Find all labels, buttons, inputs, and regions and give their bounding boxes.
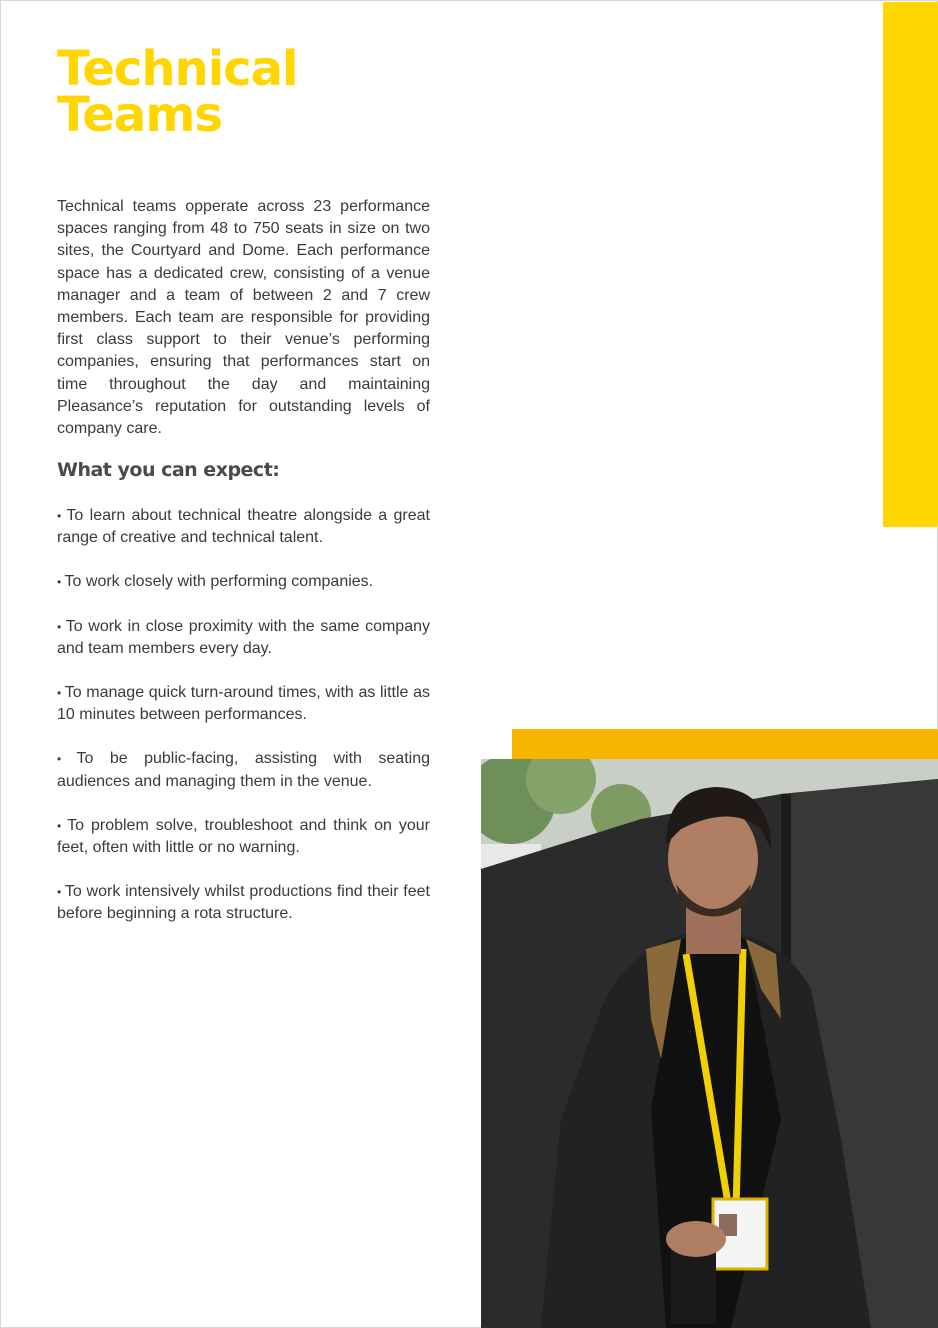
title-line-1: Technical bbox=[57, 41, 298, 97]
section-heading: What you can expect: bbox=[57, 459, 280, 481]
title-line-2: Teams bbox=[57, 87, 222, 143]
list-item: • To work intensively whilst productions find their feet before beginning a rota structure. bbox=[57, 881, 430, 925]
intro-paragraph: Technical teams opperate across 23 performance spaces ranging from 48 to 750 seats in size on two sites, the Courtyard and Dome. Each performance space has a dedicated crew, consisting of a venue manager and a team of between 2 and 7 crew members. Each team are responsible for providing first class support to their venue’s performing companies, ensuring that performances start on time throughout the day and maintaining Pleasance’s reputation for outstanding levels of company care. bbox=[57, 198, 430, 438]
list-item: • To problem solve, troubleshoot and think on your feet, often with little or no warning. bbox=[57, 815, 430, 859]
orange-accent-bar bbox=[512, 729, 938, 759]
list-item: • To manage quick turn-around times, with as little as 10 minutes between performances. bbox=[57, 682, 430, 726]
list-item: • To work closely with performing companies. bbox=[57, 571, 430, 593]
page-title bbox=[57, 41, 298, 143]
list-item: • To work in close proximity with the same company and team members every day. bbox=[57, 616, 430, 660]
list-item: • To learn about technical theatre alongside a great range of creative and technical talent. bbox=[57, 505, 430, 549]
yellow-accent-bar bbox=[883, 2, 938, 527]
expectations-list bbox=[57, 505, 430, 948]
list-item: • To be public-facing, assisting with seating audiences and managing them in the venue. bbox=[57, 748, 430, 792]
crew-member-photo bbox=[481, 759, 938, 1328]
